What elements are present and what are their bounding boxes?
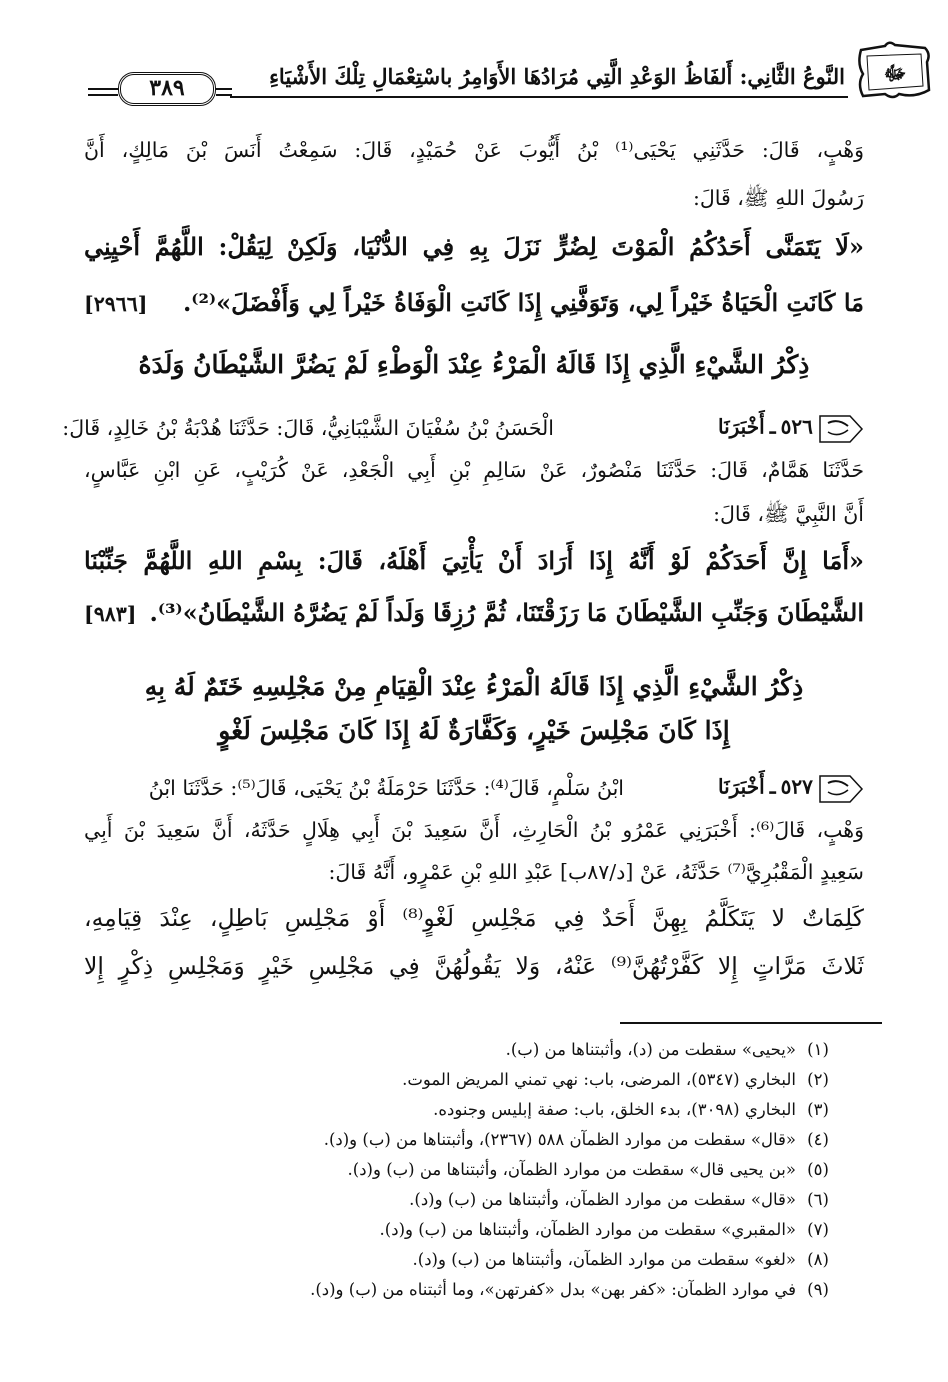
- footnote: (٥)«بن يحيى قال» سقطت من موارد الظمآن، وأثبتناها من (ب) و(د).: [347, 1160, 829, 1179]
- hadith-line: «لَا يَتَمَنَّى أَحَدُكُمُ الْمَوْتَ لِضُرٍّ نَزَلَ بِهِ فِي الدُّنْيَا، وَلَكِنْ لِيَقُلْ: اللَّهُمَّ أَحْيِنِي: [84, 232, 864, 261]
- chevron-marker-icon: [818, 774, 864, 804]
- footnote: (٧)«المقبري» سقطت من موارد الظمآن، وأثبتناها من (ب) و(د).: [379, 1220, 829, 1239]
- header-rule-right: [216, 88, 232, 90]
- svg-text:ﷻ: ﷻ: [883, 61, 907, 85]
- footnote: (٣)البخاري (٣٠٩٨)، بدء الخلق، باب: صفة إبليس وجنوده.: [433, 1100, 829, 1119]
- text-line: رَسُولَ اللهِ ﷺ، قَالَ:: [692, 186, 864, 210]
- hadith-number-block: [630, 774, 864, 804]
- page-number-badge: ٣٨٩: [118, 72, 216, 106]
- hadith-line: مَا كَانَتِ الْحَيَاةُ خَيْراً لِي، وَتَوَفَّنِي إِذَا كَانَتِ الْوَفَاةُ خَيْراً لِي وَأَفْضَلَ»⁽²⁾.: [182, 288, 864, 317]
- text-line: أَنَّ النَّبِيَّ ﷺ، قَالَ:: [713, 502, 864, 526]
- footnote: (٩)في موارد الظمآن: «كفر بهن» بدل «كفرتهن»، وما أثبتناه من (ب) و(د).: [310, 1280, 829, 1299]
- running-head: النَّوعُ الثَّانِي: أَلفَاظُ الوَعْدِ الَّتِي مُرَادُهَا الأَوَامِرُ باسْتِعْمَالِ تِلْكَ الأَشْيَاءِ: [269, 64, 845, 89]
- header-rule-top: [230, 96, 848, 98]
- footnote: (٤)«قال» سقطت من موارد الظمآن ٥٨٨ (٢٣٦٧)، وأثبتناها من (ب) و(د).: [323, 1130, 829, 1149]
- matn-line: ثَلاثَ مَرَّاتٍ إِلا كَفَّرْتُهُنَّ⁽⁹⁾ عَنْهُ، وَلا يَقُولُهُنَّ فِي مَجْلِسِ خَيْرٍ وَمَجْلِسِ ذِكْرٍ إِلا: [84, 952, 865, 980]
- chapter-heading: إِذَا كَانَ مَجْلِسَ خَيْرٍ، وَكَفَّارَةٌ لَهُ إِذَا كَانَ مَجْلِسَ لَغْوٍ: [218, 716, 730, 745]
- matn-line: كَلِمَاتٌ لا يَتَكَلَّمُ بِهِنَّ أَحَدٌ فِي مَجْلِسِ لَغْوٍ⁽⁸⁾ أَوْ مَجْلِسِ بَاطِلٍ، عِنْدَ قِيَامِهِ،: [84, 904, 864, 932]
- text-line: وَهْبٍ، قَالَ⁽⁶⁾: أَخْبَرَنِي عَمْرُو بْنُ الْحَارِثِ، أَنَّ سَعِيدَ بْنَ أَبِي هِلَالٍ حَدَّثَهُ، أَنَّ سَعِيدَ بْنَ أَبِي: [84, 818, 864, 842]
- text-line: حَدَّثَنَا هَمَّامٌ، قَالَ: حَدَّثَنَا مَنْصُورٌ، عَنْ سَالِمِ بْنِ أَبِي الْجَعْدِ، عَنْ كُرَيْبٍ، عَنِ ابْنِ عَبَّاسٍ،: [84, 458, 864, 482]
- header-rule-left: [88, 94, 118, 96]
- text-line: وَهْبٍ، قَالَ: حَدَّثَنِي يَحْيَى⁽¹⁾ بْنُ أَيُّوبَ عَنْ حُمَيْدٍ، قَالَ: سَمِعْتُ أَنَسَ بْنَ مَالِكٍ، أَنَّ: [84, 138, 864, 162]
- text-line: الْحَسَنُ بْنُ سُفْيَانَ الشَّيْبَانِيُّ، قَالَ: حَدَّثَنَا هُدْبَةُ بْنُ خَالِدٍ، قَالَ:: [62, 416, 554, 440]
- chevron-marker-icon: [818, 414, 864, 444]
- footnote: (٦)«قال» سقطت من موارد الظمآن، وأثبتناها من (ب) و(د).: [409, 1190, 829, 1209]
- hadith-reference: [٩٨٣]: [84, 602, 137, 626]
- puzzle-emblem-icon: [855, 40, 933, 102]
- hadith-number: ٥٢٦: [780, 414, 813, 439]
- footnote-separator: [620, 1022, 882, 1024]
- hadith-line: الشَّيْطَانَ وَجَنِّبِ الشَّيْطَانَ مَا رَزَقْتَنَا، ثُمَّ رُزِقَا وَلَداً لَمْ يَضُرَّهُ الشَّيْطَانُ»⁽³⁾.: [149, 598, 864, 627]
- text-line: سَعِيدٍ الْمَقْبُرِيَّ⁽⁷⁾ حَدَّثَهُ، عَنْ [د/٨٧ب] عَبْدِ اللهِ بْنِ عَمْرٍو، أَنَّهُ قَالَ:: [328, 860, 864, 884]
- footnote: (١)«يحيى» سقطت من (د)، وأثبتناها من (ب).: [505, 1040, 829, 1059]
- chapter-heading: ذِكْرُ الشَّيْءِ الَّذِي إِذَا قَالَهُ الْمَرْءُ عِنْدَ الْوَطْءِ لَمْ يَضُرَّ الشَّيْطَانُ وَلَدَهُ: [138, 350, 810, 379]
- chapter-heading: ذِكْرُ الشَّيْءِ الَّذِي إِذَا قَالَهُ الْمَرْءُ عِنْدَ الْقِيَامِ مِنْ مَجْلِسِهِ خَتَمٌ لَهُ بِهِ: [144, 672, 804, 701]
- hadith-line: «أَمَا إِنَّ أَحَدَكُمْ لَوْ أَنَّهُ إِذَا أَرَادَ أَنْ يَأْتِيَ أَهْلَهُ، قَالَ: بِسْمِ اللهِ اللَّهُمَّ جَنِّبْنَا: [84, 546, 864, 575]
- hadith-lead: أَخْبَرَنَا: [717, 414, 765, 439]
- text-line: ابْنُ سَلْمٍ، قَالَ⁽⁴⁾: حَدَّثَنَا حَرْمَلَةُ بْنُ يَحْيَى، قَالَ⁽⁵⁾: حَدَّثَنَا ابْنُ: [148, 776, 624, 800]
- header-rule-left: [88, 88, 118, 90]
- footnote: (٨)«لغو» سقطت من موارد الظمآن، وأثبتناها من (ب) و(د).: [412, 1250, 829, 1269]
- hadith-reference: [٢٩٦٦]: [84, 292, 148, 316]
- footnote: (٢)البخاري (٥٣٤٧)، المرضى، باب: نهي تمني المريض الموت.: [402, 1070, 829, 1089]
- hadith-number: ٥٢٧: [780, 774, 813, 799]
- hadith-lead: أَخْبَرَنَا: [717, 774, 765, 799]
- hadith-dash: ـ: [769, 414, 776, 439]
- hadith-dash: ـ: [769, 774, 776, 799]
- header-rule-right: [216, 94, 232, 96]
- hadith-number-block: [560, 414, 864, 444]
